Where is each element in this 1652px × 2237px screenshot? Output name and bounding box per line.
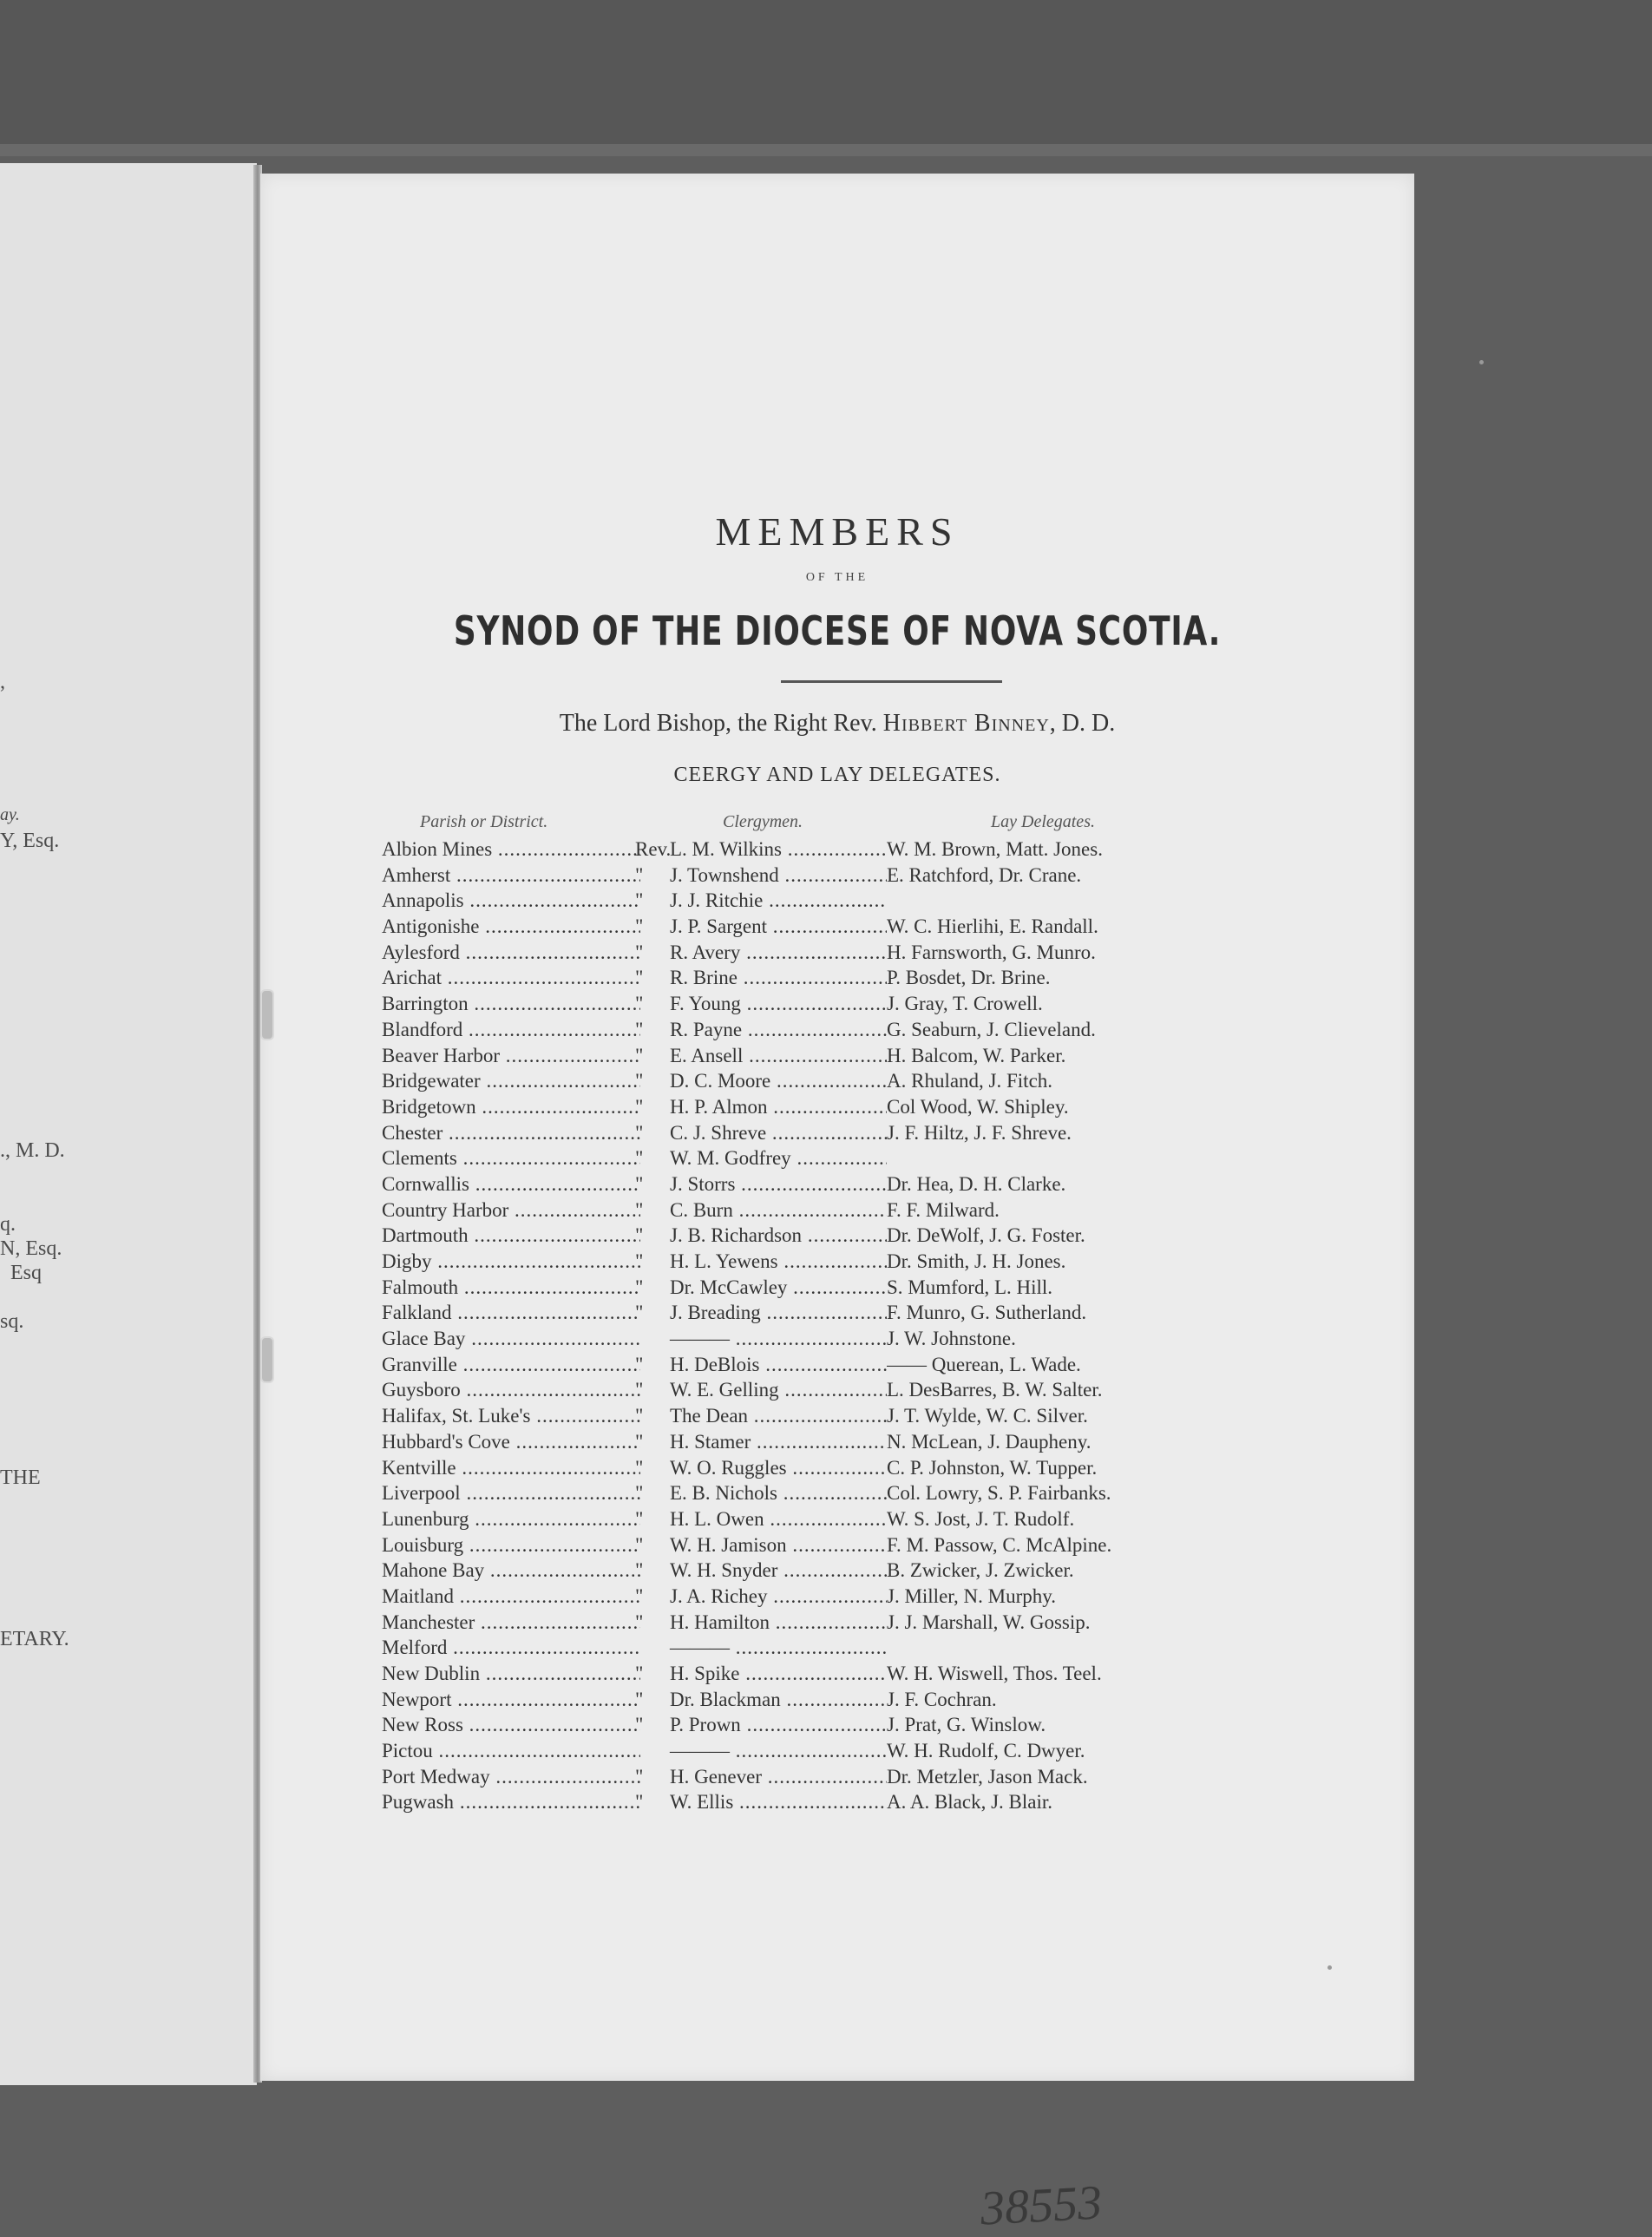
lay-delegates-cell: J. Prat, G. Winslow. bbox=[887, 1714, 1046, 1736]
clergy-cell bbox=[635, 1506, 887, 1532]
clergy-cell bbox=[635, 1326, 887, 1352]
clergy-prefix: " bbox=[635, 1379, 644, 1401]
table-row bbox=[382, 1017, 1388, 1043]
clergy-prefix: " bbox=[635, 1018, 644, 1040]
speck bbox=[1328, 1965, 1332, 1970]
clergy-prefix: " bbox=[635, 1353, 644, 1375]
table-row bbox=[382, 1738, 1388, 1764]
lay-delegates-cell: C. P. Johnston, W. Tupper. bbox=[887, 1456, 1098, 1479]
clergy-cell bbox=[635, 1687, 887, 1713]
parish-cell: New Ross ..... bbox=[382, 1712, 640, 1738]
lay-delegates-cell: Dr. Smith, J. H. Jones. bbox=[887, 1250, 1066, 1272]
left-page bbox=[0, 163, 257, 2085]
clergy-name: J. P. Sargent ..... bbox=[670, 915, 887, 937]
table-row bbox=[382, 1635, 1388, 1661]
table-row bbox=[382, 1506, 1388, 1532]
handwritten-number: 38553 bbox=[979, 2175, 1104, 2236]
parish-cell: Newport ..... bbox=[382, 1687, 640, 1713]
clergy-name: The Dean ..... bbox=[670, 1405, 887, 1427]
parish-cell: Falkland ..... bbox=[382, 1300, 640, 1326]
clergy-name: H. DeBlois ..... bbox=[670, 1354, 887, 1375]
parish-cell: Granville ..... bbox=[382, 1352, 640, 1378]
left-page-fragment: Y, Esq. bbox=[0, 830, 60, 852]
lay-delegates-cell: W. C. Hierlihi, E. Randall. bbox=[887, 915, 1098, 938]
clergy-name: J. Townshend ..... bbox=[670, 864, 887, 886]
clergy-name: F. Young ..... bbox=[670, 993, 887, 1014]
table-row bbox=[382, 1300, 1388, 1326]
parish-cell: Falmouth ..... bbox=[382, 1275, 640, 1301]
clergy-cell bbox=[635, 1249, 887, 1275]
bishop-suffix: , D. D. bbox=[1049, 710, 1116, 737]
binding-mark bbox=[260, 1336, 274, 1383]
lay-delegates-cell: F. F. Milward. bbox=[887, 1198, 1000, 1221]
clergy-name: ——— ..... bbox=[670, 1328, 887, 1349]
page-subtitle: OF THE bbox=[805, 571, 869, 584]
parish-cell: Maitland ..... bbox=[382, 1584, 640, 1610]
left-page-fragment: THE bbox=[0, 1466, 41, 1489]
clergy-cell bbox=[635, 1377, 887, 1403]
clergy-prefix: " bbox=[635, 967, 644, 989]
left-page-fragment: N, Esq. bbox=[0, 1237, 62, 1260]
clergy-name: Dr. Blackman ..... bbox=[670, 1689, 887, 1710]
clergy-prefix: " bbox=[635, 1405, 644, 1427]
clergy-name: H. Genever ..... bbox=[670, 1766, 887, 1788]
table-row bbox=[382, 914, 1388, 940]
left-page-fragment: sq. bbox=[0, 1310, 24, 1333]
clergy-prefix: " bbox=[635, 1584, 644, 1607]
parish-cell: Mahone Bay ..... bbox=[382, 1558, 640, 1584]
clergy-cell bbox=[635, 1661, 887, 1687]
lay-delegates-cell: W. H. Rudolf, C. Dwyer. bbox=[887, 1740, 1085, 1762]
binding-mark bbox=[260, 989, 274, 1040]
parish-cell: Digby ..... bbox=[382, 1249, 640, 1275]
lay-delegates-cell: J. F. Hiltz, J. F. Shreve. bbox=[887, 1121, 1072, 1144]
clergy-name: L. M. Wilkins ..... bbox=[670, 838, 887, 860]
clergy-name: J. Breading ..... bbox=[670, 1302, 887, 1323]
table-row bbox=[382, 888, 1388, 914]
clergy-name: H. Hamilton ..... bbox=[670, 1611, 887, 1633]
lay-delegates-cell: E. Ratchford, Dr. Crane. bbox=[887, 863, 1082, 886]
clergy-cell bbox=[635, 991, 887, 1017]
clergy-cell bbox=[635, 914, 887, 940]
clergy-cell bbox=[635, 1017, 887, 1043]
lay-delegates-cell: G. Seaburn, J. Clieveland. bbox=[887, 1018, 1096, 1040]
lay-delegates-cell: J. W. Johnstone. bbox=[887, 1328, 1016, 1350]
clergy-prefix: " bbox=[635, 1611, 644, 1633]
table-row bbox=[382, 1171, 1388, 1197]
parish-cell: Aylesford ..... bbox=[382, 940, 640, 966]
parish-cell: Amherst ..... bbox=[382, 863, 640, 889]
parish-cell: Blandford ..... bbox=[382, 1017, 640, 1043]
lay-delegates-cell: P. Bosdet, Dr. Brine. bbox=[887, 967, 1051, 989]
divider bbox=[781, 680, 1002, 683]
clergy-prefix: " bbox=[635, 1070, 644, 1092]
left-page-fragment: , bbox=[0, 671, 5, 693]
clergy-prefix: " bbox=[635, 889, 644, 912]
clergy-name: P. Prown ..... bbox=[670, 1714, 887, 1735]
clergy-name: D. C. Moore ..... bbox=[670, 1070, 887, 1092]
clergy-name: C. J. Shreve ..... bbox=[670, 1122, 887, 1144]
scan-edge bbox=[0, 144, 1652, 156]
clergy-name: E. Ansell ..... bbox=[670, 1045, 887, 1066]
table-row bbox=[382, 1712, 1388, 1738]
clergy-cell bbox=[635, 1764, 887, 1790]
clergy-cell bbox=[635, 1738, 887, 1764]
clergy-prefix: " bbox=[635, 1198, 644, 1221]
table-row bbox=[382, 1068, 1388, 1094]
table-row bbox=[382, 1687, 1388, 1713]
clergy-prefix: " bbox=[635, 1302, 644, 1324]
table-row bbox=[382, 1094, 1388, 1120]
clergy-prefix: " bbox=[635, 941, 644, 963]
clergy-prefix: " bbox=[635, 1482, 644, 1505]
clergy-prefix: " bbox=[635, 1456, 644, 1479]
clergy-name: J. J. Ritchie ..... bbox=[670, 889, 887, 911]
clergy-name: H. L. Yewens ..... bbox=[670, 1250, 887, 1272]
parish-cell: Arichat ..... bbox=[382, 965, 640, 991]
clergy-prefix: " bbox=[635, 1095, 644, 1118]
clergy-cell bbox=[635, 1120, 887, 1146]
lay-delegates-cell: Col. Lowry, S. P. Fairbanks. bbox=[887, 1482, 1111, 1505]
parish-cell: Country Harbor ..... bbox=[382, 1197, 640, 1223]
lay-delegates-cell: L. DesBarres, B. W. Salter. bbox=[887, 1379, 1103, 1401]
table-row bbox=[382, 1584, 1388, 1610]
parish-cell: Guysboro ..... bbox=[382, 1377, 640, 1403]
table-row bbox=[382, 1558, 1388, 1584]
table-row bbox=[382, 863, 1388, 889]
lay-delegates-cell: —— Querean, L. Wade. bbox=[887, 1353, 1081, 1375]
clergy-cell bbox=[635, 1300, 887, 1326]
clergy-prefix: " bbox=[635, 1559, 644, 1582]
lay-delegates-cell: Dr. Hea, D. H. Clarke. bbox=[887, 1172, 1066, 1195]
parish-cell: Melford ..... bbox=[382, 1635, 640, 1661]
right-page bbox=[260, 174, 1414, 2236]
clergy-prefix: " bbox=[635, 1172, 644, 1195]
parish-cell: Bridgetown ..... bbox=[382, 1094, 640, 1120]
delegates-table bbox=[382, 836, 1388, 1815]
parish-cell: Albion Mines ..... bbox=[382, 836, 640, 863]
lay-delegates-cell: H. Balcom, W. Parker. bbox=[887, 1044, 1066, 1066]
parish-cell: New Dublin ..... bbox=[382, 1661, 640, 1687]
clergy-name: H. L. Owen ..... bbox=[670, 1508, 887, 1530]
parish-cell: Pictou ..... bbox=[382, 1738, 640, 1764]
lay-delegates-cell: F. Munro, G. Sutherland. bbox=[887, 1302, 1087, 1324]
clergy-cell bbox=[635, 1352, 887, 1378]
lay-delegates-cell: J. Miller, N. Murphy. bbox=[887, 1584, 1056, 1607]
clergy-cell bbox=[635, 1043, 887, 1069]
column-header-clergy: Clergymen. bbox=[723, 812, 803, 831]
clergy-cell bbox=[635, 1635, 887, 1661]
clergy-name: E. B. Nichols ..... bbox=[670, 1482, 887, 1504]
clergy-prefix: " bbox=[635, 1147, 644, 1170]
clergy-cell bbox=[635, 1455, 887, 1481]
clergy-prefix: " bbox=[635, 1121, 644, 1144]
clergy-prefix: Rev. bbox=[635, 838, 672, 860]
lay-delegates-cell: J. Gray, T. Crowell. bbox=[887, 993, 1043, 1015]
clergy-cell bbox=[635, 1558, 887, 1584]
left-page-fragment: ., M. D. bbox=[0, 1139, 65, 1162]
parish-cell: Chester ..... bbox=[382, 1120, 640, 1146]
clergy-prefix: " bbox=[635, 1533, 644, 1556]
clergy-prefix: " bbox=[635, 1507, 644, 1530]
speck bbox=[1479, 360, 1484, 364]
clergy-name: H. P. Almon ..... bbox=[670, 1096, 887, 1118]
lay-delegates-cell: S. Mumford, L. Hill. bbox=[887, 1276, 1053, 1298]
binding-stub bbox=[260, 989, 281, 1388]
parish-cell: Liverpool ..... bbox=[382, 1480, 640, 1506]
clergy-name: R. Brine ..... bbox=[670, 967, 887, 988]
column-header-parish: Parish or District. bbox=[420, 812, 548, 831]
parish-cell: Port Medway ..... bbox=[382, 1764, 640, 1790]
synod-heading: SYNOD OF THE DIOCESE OF NOVA SCOTIA. bbox=[453, 607, 1222, 654]
parish-cell: Annapolis ..... bbox=[382, 888, 640, 914]
clergy-name: H. Stamer ..... bbox=[670, 1431, 887, 1453]
clergy-cell bbox=[635, 888, 887, 914]
left-page-fragment: q. bbox=[0, 1213, 16, 1236]
clergy-name: W. M. Godfrey ..... bbox=[670, 1147, 887, 1169]
clergy-prefix: " bbox=[635, 1688, 644, 1710]
clergy-cell bbox=[635, 1712, 887, 1738]
bishop-prefix: The Lord Bishop, the Right Rev. bbox=[559, 710, 877, 737]
clergy-name: R. Payne ..... bbox=[670, 1019, 887, 1040]
lay-delegates-cell: A. Rhuland, J. Fitch. bbox=[887, 1070, 1053, 1092]
clergy-prefix: " bbox=[635, 1250, 644, 1272]
parish-cell: Manchester ..... bbox=[382, 1610, 640, 1636]
clergy-name: J. A. Richey ..... bbox=[670, 1585, 887, 1607]
bishop-line bbox=[260, 710, 1414, 738]
clergy-prefix: " bbox=[635, 1714, 644, 1736]
table-row bbox=[382, 1480, 1388, 1506]
table-row bbox=[382, 1120, 1388, 1146]
clergy-cell bbox=[635, 1275, 887, 1301]
clergy-prefix: " bbox=[635, 1044, 644, 1066]
table-row bbox=[382, 940, 1388, 966]
clergy-cell bbox=[635, 1094, 887, 1120]
clergy-cell bbox=[635, 1584, 887, 1610]
bishop-name: Hibbert Binney bbox=[882, 710, 1050, 737]
clergy-name: W. H. Jamison ..... bbox=[670, 1534, 887, 1556]
parish-cell: Cornwallis ..... bbox=[382, 1171, 640, 1197]
table-row bbox=[382, 965, 1388, 991]
table-row bbox=[382, 836, 1388, 863]
clergy-prefix: " bbox=[635, 1430, 644, 1453]
clergy-cell bbox=[635, 965, 887, 991]
lay-delegates-cell: J. F. Cochran. bbox=[887, 1688, 997, 1710]
parish-cell: Glace Bay ..... bbox=[382, 1326, 640, 1352]
clergy-name: C. Burn ..... bbox=[670, 1199, 887, 1221]
clergy-name: W. Ellis ..... bbox=[670, 1791, 887, 1813]
left-page-fragment: ETARY. bbox=[0, 1628, 69, 1650]
parish-cell: Pugwash ..... bbox=[382, 1789, 640, 1815]
clergy-prefix: " bbox=[635, 915, 644, 938]
lay-delegates-cell: Dr. Metzler, Jason Mack. bbox=[887, 1765, 1088, 1788]
left-page-fragment: ay. bbox=[0, 805, 20, 824]
clergy-cell bbox=[635, 1171, 887, 1197]
parish-cell: Clements ..... bbox=[382, 1145, 640, 1171]
lay-delegates-cell: W. M. Brown, Matt. Jones. bbox=[887, 838, 1103, 860]
table-row bbox=[382, 1764, 1388, 1790]
clergy-prefix: " bbox=[635, 1663, 644, 1684]
table-row bbox=[382, 1532, 1388, 1558]
table-row bbox=[382, 991, 1388, 1017]
lay-delegates-cell: B. Zwicker, J. Zwicker. bbox=[887, 1559, 1074, 1582]
clergy-cell bbox=[635, 1532, 887, 1558]
table-row bbox=[382, 1249, 1388, 1275]
parish-cell: Lunenburg ..... bbox=[382, 1506, 640, 1532]
left-page-fragment: Esq bbox=[10, 1262, 42, 1284]
clergy-prefix: " bbox=[635, 863, 644, 886]
clergy-prefix: " bbox=[635, 1276, 644, 1298]
parish-cell: Barrington ..... bbox=[382, 991, 640, 1017]
clergy-cell bbox=[635, 940, 887, 966]
parish-cell: Halifax, St. Luke's ..... bbox=[382, 1403, 640, 1429]
parish-cell: Hubbard's Cove ..... bbox=[382, 1429, 640, 1455]
table-row bbox=[382, 1455, 1388, 1481]
lay-delegates-cell: W. H. Wiswell, Thos. Teel. bbox=[887, 1663, 1102, 1684]
clergy-name: H. Spike ..... bbox=[670, 1663, 887, 1684]
clergy-name: J. B. Richardson ..... bbox=[670, 1224, 887, 1246]
clergy-cell bbox=[635, 1068, 887, 1094]
parish-cell: Beaver Harbor ..... bbox=[382, 1043, 640, 1069]
clergy-cell bbox=[635, 1429, 887, 1455]
clergy-prefix: " bbox=[635, 993, 644, 1015]
table-row bbox=[382, 1610, 1388, 1636]
clergy-cell bbox=[635, 1223, 887, 1249]
clergy-name: R. Avery ..... bbox=[670, 941, 887, 963]
lay-delegates-cell: J. J. Marshall, W. Gossip. bbox=[887, 1611, 1091, 1633]
clergy-name: ——— ..... bbox=[670, 1637, 887, 1658]
parish-cell: Louisburg ..... bbox=[382, 1532, 640, 1558]
table-row bbox=[382, 1352, 1388, 1378]
lay-delegates-cell: H. Farnsworth, G. Munro. bbox=[887, 941, 1096, 963]
clergy-cell bbox=[635, 1789, 887, 1815]
column-header-lay: Lay Delegates. bbox=[991, 812, 1095, 831]
table-row bbox=[382, 1429, 1388, 1455]
clergy-prefix: " bbox=[635, 1791, 644, 1814]
table-row bbox=[382, 1145, 1388, 1171]
delegates-heading: CEERGY AND LAY DELEGATES. bbox=[673, 764, 1001, 786]
lay-delegates-cell: J. T. Wylde, W. C. Silver. bbox=[887, 1405, 1088, 1427]
clergy-cell bbox=[635, 1403, 887, 1429]
parish-cell: Dartmouth ..... bbox=[382, 1223, 640, 1249]
clergy-name: ——— ..... bbox=[670, 1740, 887, 1761]
clergy-cell bbox=[635, 863, 887, 889]
table-row bbox=[382, 1403, 1388, 1429]
parish-cell: Bridgewater ..... bbox=[382, 1068, 640, 1094]
clergy-prefix: " bbox=[635, 1765, 644, 1788]
clergy-name: J. Storrs ..... bbox=[670, 1173, 887, 1195]
clergy-cell bbox=[635, 1145, 887, 1171]
clergy-cell bbox=[635, 1197, 887, 1223]
table-row bbox=[382, 1326, 1388, 1352]
table-row bbox=[382, 1275, 1388, 1301]
table-row bbox=[382, 1661, 1388, 1687]
clergy-name: Dr. McCawley ..... bbox=[670, 1276, 887, 1298]
table-row bbox=[382, 1789, 1388, 1815]
table-row bbox=[382, 1377, 1388, 1403]
lay-delegates-cell: W. S. Jost, J. T. Rudolf. bbox=[887, 1507, 1075, 1530]
clergy-name: W. O. Ruggles ..... bbox=[670, 1457, 887, 1479]
clergy-prefix: " bbox=[635, 1224, 644, 1247]
clergy-name: W. H. Snyder ..... bbox=[670, 1559, 887, 1581]
lay-delegates-cell: F. M. Passow, C. McAlpine. bbox=[887, 1533, 1112, 1556]
clergy-name: W. E. Gelling ..... bbox=[670, 1379, 887, 1401]
table-row bbox=[382, 1197, 1388, 1223]
page-title: MEMBERS bbox=[715, 509, 960, 554]
clergy-cell bbox=[635, 836, 887, 863]
table-row bbox=[382, 1223, 1388, 1249]
lay-delegates-cell: A. A. Black, J. Blair. bbox=[887, 1791, 1053, 1814]
scan-background-top bbox=[0, 0, 1652, 146]
lay-delegates-cell: Dr. DeWolf, J. G. Foster. bbox=[887, 1224, 1085, 1247]
lay-delegates-cell: Col Wood, W. Shipley. bbox=[887, 1095, 1069, 1118]
parish-cell: Antigonishe ..... bbox=[382, 914, 640, 940]
clergy-cell bbox=[635, 1480, 887, 1506]
clergy-cell bbox=[635, 1610, 887, 1636]
table-row bbox=[382, 1043, 1388, 1069]
lay-delegates-cell: N. McLean, J. Daupheny. bbox=[887, 1430, 1092, 1453]
parish-cell: Kentville ..... bbox=[382, 1455, 640, 1481]
